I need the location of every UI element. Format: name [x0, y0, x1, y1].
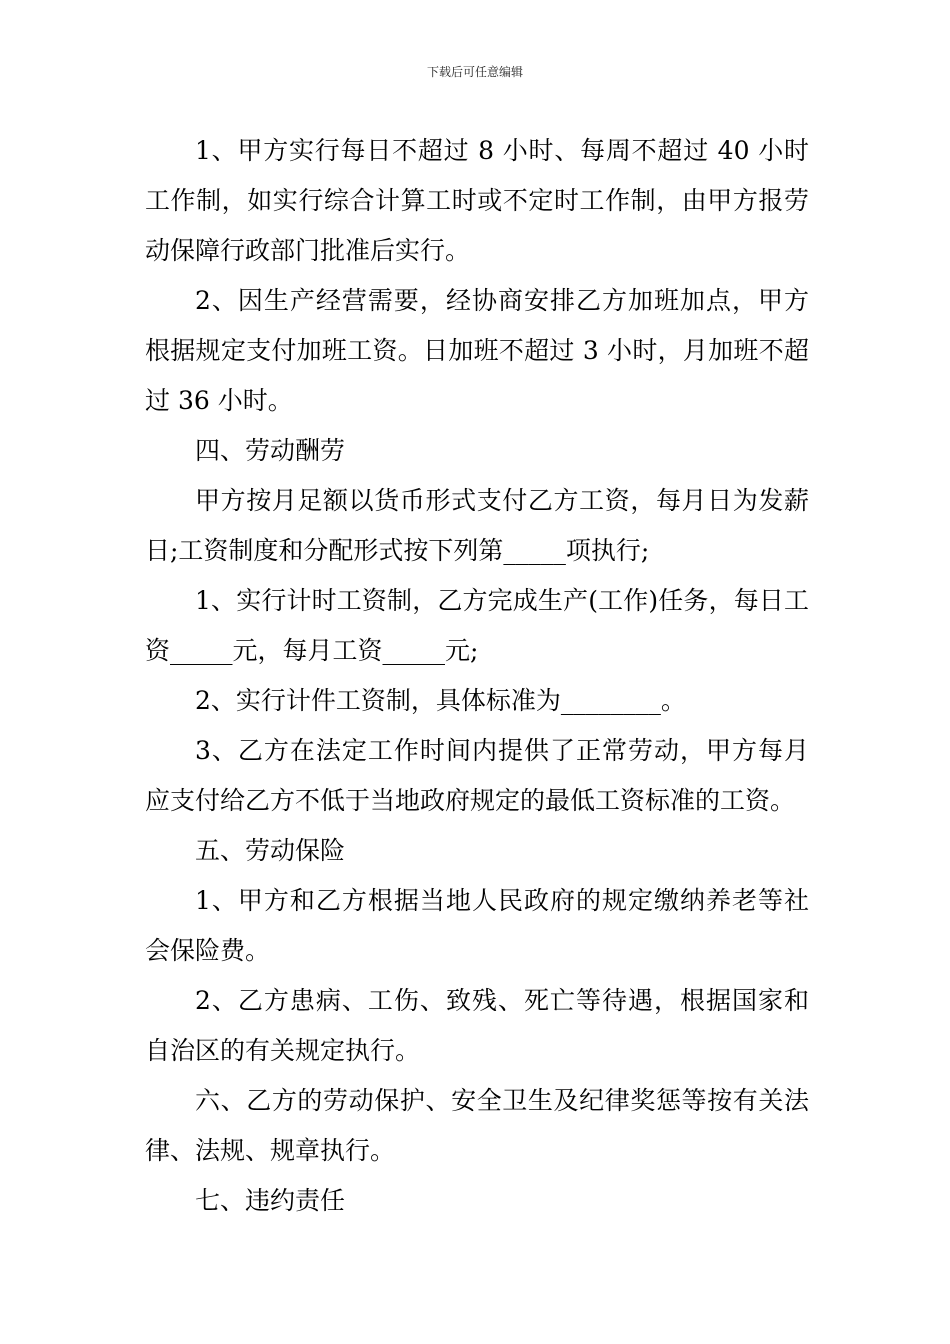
clause-working-hours: 1、甲方实行每日不超过 8 小时、每周不超过 40 小时工作制，如实行综合计算工时或不定时工作制，由甲方报劳动保障行政部门批准后实行。: [145, 136, 809, 265]
section-heading-liability: 七、违约责任: [195, 1186, 346, 1215]
page-header: 下载后可任意编辑: [426, 65, 523, 79]
clause-piece-wage: 2、实行计件工资制，具体标准为________。: [195, 686, 686, 715]
clause-overtime: 2、因生产经营需要，经协商安排乙方加班加点，甲方根据规定支付加班工资。日加班不超过 3 小时，月加班不超过 36 小时。: [145, 286, 809, 415]
section-heading-remuneration: 四、劳动酬劳: [195, 436, 346, 465]
clause-social-insurance: 1、甲方和乙方根据当地人民政府的规定缴纳养老等社会保险费。: [145, 886, 809, 965]
clause-salary-payment: 甲方按月足额以货币形式支付乙方工资，每月日为发薪日;工资制度和分配形式按下列第_____项执行;: [145, 486, 809, 565]
clause-injury-benefits: 2、乙方患病、工伤、致残、死亡等待遇，根据国家和自治区的有关规定执行。: [145, 986, 809, 1065]
section-heading-insurance: 五、劳动保险: [195, 836, 346, 865]
clause-labor-protection: 六、乙方的劳动保护、安全卫生及纪律奖惩等按有关法律、法规、规章执行。: [145, 1086, 809, 1165]
document-body: [145, 126, 809, 1226]
clause-minimum-wage: 3、乙方在法定工作时间内提供了正常劳动，甲方每月应支付给乙方不低于当地政府规定的最低工资标准的工资。: [145, 736, 809, 815]
clause-time-wage: 1、实行计时工资制，乙方完成生产(工作)任务，每日工资_____元，每月工资_____元;: [145, 586, 809, 665]
